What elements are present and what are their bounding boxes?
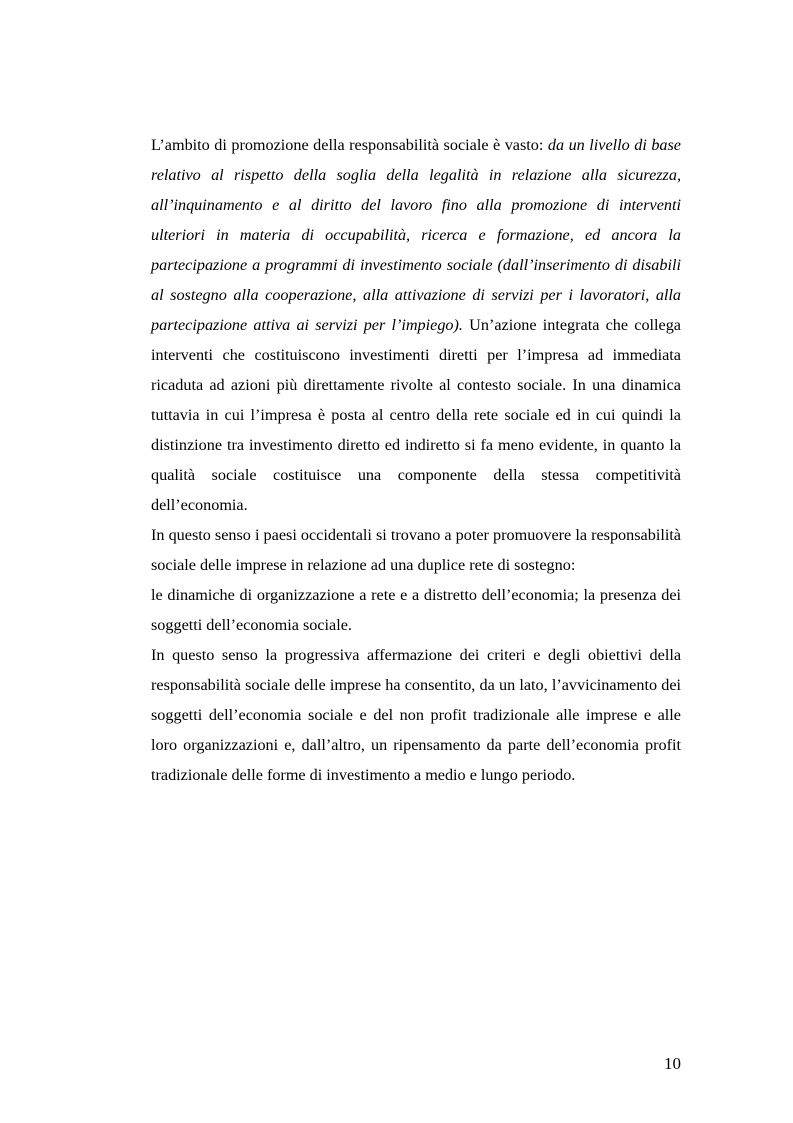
paragraph-western-countries: In questo senso i paesi occidentali si trovano a poter promuovere la responsabilità sociale delle imprese in relazione ad una duplice rete di sostegno:	[151, 526, 681, 574]
page-number: 10	[664, 1054, 681, 1073]
paragraph-scope-rest: Un’azione integrata che collega interventi che costituiscono investimenti diretti per l’impresa ad immediata ricaduta ad azioni più direttamente rivolte al contesto sociale. In una dinamica tuttavia in cui l’impresa è posta al centro della rete sociale ed in cui quindi la distinzione tra investimento diretto ed indiretto si fa meno evidente, in quanto la qualità sociale costituisce una componente della stessa competitività dell’economia.	[151, 316, 681, 514]
paragraph-scope-intro: L’ambito di promozione della responsabilità sociale è vasto:	[151, 136, 548, 154]
paragraph-scope	[151, 130, 681, 520]
paragraph-progressive-affirmation: In questo senso la progressiva affermazione dei criteri e degli obiettivi della responsabilità sociale delle imprese ha consentito, da un lato, l’avvicinamento dei soggetti dell’economia sociale e del non profit tradizionale alle imprese e alle loro organizzazioni e, dall’altro, un ripensamento da parte dell’economia profit tradizionale delle forme di investimento a medio e lungo periodo.	[151, 646, 681, 784]
paragraph-scope-italic: da un livello di base relativo al rispetto della soglia della legalità in relazione alla sicurezza, all’inquinamento e al diritto del lavoro fino alla promozione di interventi ulteriori in materia di occupabilità, ricerca e formazione, ed ancora la partecipazione a programmi di investimento sociale (dall’inserimento di disabili al sostegno alla cooperazione, alla attivazione di servizi per i lavoratori, alla partecipazione attiva ai servizi per l’impiego).	[151, 136, 681, 334]
body-text	[151, 130, 681, 790]
paragraph-network-dynamics: le dinamiche di organizzazione a rete e a distretto dell’economia; la presenza dei soggetti dell’economia sociale.	[151, 586, 681, 634]
